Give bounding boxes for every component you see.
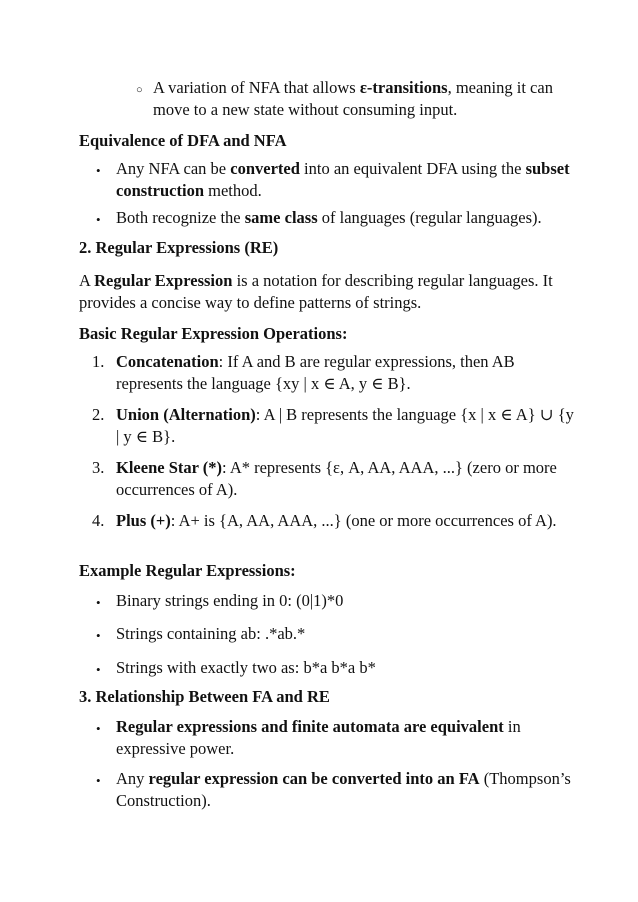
list-item-bold: same class: [244, 208, 318, 227]
op-item-concatenation: [116, 351, 581, 395]
list-number: 3.: [92, 458, 105, 477]
op-name: Union (Alternation): [116, 405, 256, 424]
list-item-text: Both recognize the: [116, 208, 245, 227]
bullet-icon: •: [96, 212, 101, 227]
nfa-variant-bold: ε-transitions: [359, 78, 448, 97]
list-number: 4.: [92, 511, 105, 530]
equivalence-item-1: [116, 158, 581, 202]
op-item-union: [116, 404, 581, 448]
op-name: Kleene Star (*): [116, 458, 223, 477]
section-3-heading: 3. Relationship Between FA and RE: [79, 687, 330, 706]
bullet-icon: •: [96, 628, 101, 643]
list-item-text: of languages (regular languages).: [317, 208, 542, 227]
bullet-icon: •: [96, 662, 101, 677]
equivalence-heading: Equivalence of DFA and NFA: [79, 131, 287, 150]
paragraph-text: A: [79, 271, 95, 290]
nfa-variant-text: A variation of NFA that allows: [153, 78, 360, 97]
examples-heading: Example Regular Expressions:: [79, 561, 296, 580]
example-item: Strings containing ab: .*ab.*: [116, 624, 306, 643]
op-text: : A | B represents the language {x | x ∈ A} ∪ {y | y ∈ B}.: [116, 405, 574, 446]
section-2-heading: 2. Regular Expressions (RE): [79, 238, 279, 257]
paragraph-bold: Regular Expression: [94, 271, 233, 290]
op-text: : If A and B are regular expressions, then AB represents the language {xy | x ∈ A, y ∈ B}.: [116, 352, 515, 393]
op-name: Concatenation: [116, 352, 219, 371]
list-item-bold: subset construction: [116, 159, 570, 200]
circle-bullet-icon: ○: [136, 84, 143, 96]
nfa-variant-text-end: , meaning it can move to a new state without consuming input.: [153, 78, 553, 119]
example-item: Binary strings ending in 0: (0|1)*0: [116, 591, 344, 610]
ops-heading: Basic Regular Expression Operations:: [79, 324, 348, 343]
list-item-bold: Regular expressions and finite automata are equivalent: [116, 717, 504, 736]
bullet-icon: •: [96, 163, 101, 178]
relationship-item-2: [116, 768, 581, 812]
list-number: 2.: [92, 405, 105, 424]
bullet-icon: •: [96, 773, 101, 788]
paragraph-text: is a notation for describing regular languages. It provides a concise way to define patterns of strings.: [79, 271, 553, 312]
example-item: Strings with exactly two as: b*a b*a b*: [116, 658, 376, 677]
re-intro-paragraph: [79, 270, 574, 314]
list-item-text: Any NFA can be: [116, 159, 231, 178]
list-item-text: Any: [116, 769, 149, 788]
op-text: : A* represents {ε, A, AA, AAA, ...} (zero or more occurrences of A).: [116, 458, 557, 499]
equivalence-item-2: [116, 207, 596, 229]
op-name: Plus (+): [116, 511, 171, 530]
list-item-text: method.: [204, 181, 262, 200]
nfa-variant-item: [153, 77, 573, 121]
op-item-kleene-star: [116, 457, 581, 501]
relationship-item-1: [116, 716, 581, 760]
bullet-icon: •: [96, 595, 101, 610]
bullet-icon: •: [96, 721, 101, 736]
op-item-plus: [116, 510, 581, 532]
list-item-bold: converted: [230, 159, 300, 178]
list-item-text: (Thompson’s Construction).: [116, 769, 571, 810]
list-item-text: in expressive power.: [116, 717, 521, 758]
list-item-bold: regular expression can be converted into an FA: [148, 769, 480, 788]
list-item-text: into an equivalent DFA using the: [299, 159, 526, 178]
list-number: 1.: [92, 352, 105, 371]
op-text: : A+ is {A, AA, AAA, ...} (one or more occurrences of A).: [170, 511, 557, 530]
